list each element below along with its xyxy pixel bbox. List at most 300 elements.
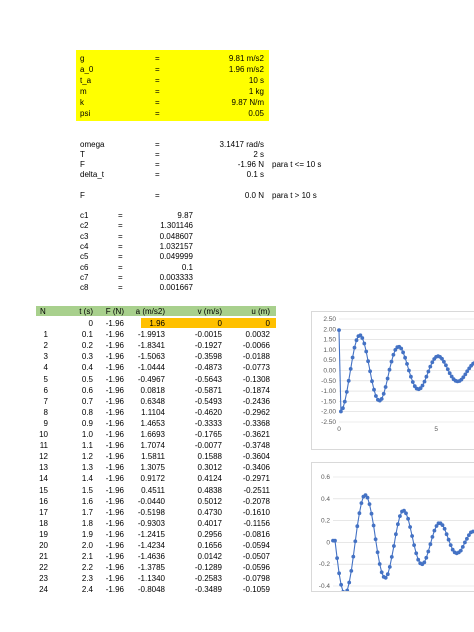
param-name: t_a bbox=[80, 76, 92, 85]
table-cell: 0.7 bbox=[81, 396, 93, 406]
table-cell: -1.4234 bbox=[137, 541, 165, 550]
table-cell: 1.5 bbox=[81, 485, 93, 495]
table-cell: -0.2971 bbox=[242, 474, 270, 484]
table-cell: 22 bbox=[39, 563, 48, 573]
data-point bbox=[372, 524, 376, 528]
table-cell: -0.4967 bbox=[137, 374, 165, 384]
data-point bbox=[380, 397, 384, 401]
data-point bbox=[443, 527, 447, 531]
table-cell: -1.96 bbox=[105, 552, 124, 562]
constant-value: 0.049999 bbox=[159, 252, 193, 262]
table-cell: 0.4017 bbox=[197, 518, 222, 528]
table-cell: -0.0798 bbox=[242, 574, 270, 584]
table-cell: 0.0142 bbox=[197, 552, 222, 562]
data-point bbox=[390, 555, 394, 559]
table-cell: 21 bbox=[39, 552, 48, 562]
table-cell: -0.1156 bbox=[243, 518, 270, 528]
data-point bbox=[463, 541, 467, 545]
table-cell: 1.7074 bbox=[140, 441, 165, 451]
table-cell: -1.96 bbox=[105, 529, 124, 539]
data-point bbox=[349, 569, 353, 573]
param-value: 9.87 N/m bbox=[231, 98, 264, 107]
constant-eq: = bbox=[118, 221, 123, 231]
table-cell: 12 bbox=[39, 452, 48, 462]
data-point bbox=[444, 363, 448, 367]
table-cell: 1.6693 bbox=[140, 430, 165, 439]
table-cell: 0.4838 bbox=[197, 485, 222, 495]
table-cell: -1.96 bbox=[105, 507, 124, 517]
data-point bbox=[396, 522, 400, 526]
table-cell: 0.0032 bbox=[245, 330, 270, 340]
data-point bbox=[441, 523, 445, 527]
param-eq: = bbox=[155, 54, 160, 63]
y-tick-label: -1.50 bbox=[321, 398, 336, 406]
param-name: m bbox=[80, 87, 87, 96]
table-cell: 0.5012 bbox=[197, 496, 222, 506]
table-cell: 3 bbox=[43, 352, 48, 362]
chart-acceleration[interactable] bbox=[311, 311, 474, 450]
table-cell: 2.1 bbox=[81, 552, 93, 562]
table-cell: -1.96 bbox=[105, 330, 124, 340]
data-point bbox=[428, 365, 432, 369]
table-cell: 20 bbox=[39, 541, 48, 550]
constant-eq: = bbox=[118, 262, 123, 272]
constant-name: c7 bbox=[80, 272, 89, 282]
param-name: a_0 bbox=[80, 65, 94, 74]
table-cell: -0.3748 bbox=[242, 441, 270, 451]
table-cell: -0.0077 bbox=[194, 441, 222, 451]
table-cell: -0.0773 bbox=[242, 363, 270, 373]
table-cell: -0.3621 bbox=[242, 430, 270, 439]
chart-displacement[interactable] bbox=[311, 462, 474, 592]
data-point bbox=[403, 356, 407, 360]
table-cell: -1.96 bbox=[105, 463, 124, 473]
data-point bbox=[409, 375, 413, 379]
table-cell: -0.2436 bbox=[242, 396, 270, 406]
table-header: t (s) bbox=[79, 307, 93, 316]
data-point bbox=[347, 379, 351, 383]
y-tick-label: 2.50 bbox=[323, 316, 336, 323]
derived-name: T bbox=[80, 150, 85, 159]
table-header: F (N) bbox=[105, 307, 124, 316]
table-cell: -0.1059 bbox=[242, 585, 270, 595]
data-point bbox=[448, 371, 452, 375]
table-cell: -0.2078 bbox=[242, 496, 270, 506]
table-cell: 9 bbox=[43, 418, 48, 428]
constant-value: 1.032157 bbox=[159, 241, 193, 251]
table-cell: -0.2583 bbox=[194, 574, 222, 584]
table-cell: 0.0818 bbox=[140, 385, 165, 395]
data-point bbox=[442, 360, 446, 364]
table-cell: 2.4 bbox=[81, 585, 93, 595]
y-tick-label: 0.50 bbox=[323, 357, 336, 365]
constant-value: 0.1 bbox=[181, 262, 193, 272]
table-cell: -1.96 bbox=[105, 418, 124, 428]
data-point bbox=[425, 375, 429, 379]
data-point bbox=[404, 511, 408, 515]
derived-eq: = bbox=[155, 170, 160, 179]
data-point bbox=[416, 558, 420, 562]
table-cell: 2.0 bbox=[81, 541, 93, 550]
table-cell: 24 bbox=[39, 585, 48, 595]
table-cell: 1.3075 bbox=[140, 463, 165, 473]
derived-name: omega bbox=[80, 140, 105, 149]
table-cell: 0.8 bbox=[81, 407, 93, 417]
table-cell: -1.96 bbox=[105, 518, 124, 528]
param-name: psi bbox=[80, 109, 91, 118]
derived-name: F bbox=[80, 191, 85, 200]
constant-value: 0.001667 bbox=[159, 283, 193, 293]
table-cell: 0.6 bbox=[81, 385, 93, 395]
table-cell: 0.1588 bbox=[197, 452, 222, 462]
data-point bbox=[405, 362, 409, 366]
table-cell: 23 bbox=[39, 574, 48, 584]
param-eq: = bbox=[155, 98, 160, 107]
data-point bbox=[345, 589, 349, 591]
data-point bbox=[421, 384, 425, 388]
data-point bbox=[339, 583, 343, 587]
constant-value: 1.301146 bbox=[160, 221, 193, 231]
data-point bbox=[429, 542, 433, 546]
table-cell: -0.1874 bbox=[242, 385, 270, 395]
data-point bbox=[447, 538, 451, 542]
table-cell: -1.96 bbox=[105, 385, 124, 395]
constant-name: c3 bbox=[80, 231, 89, 241]
table-header: v (m/s) bbox=[197, 307, 222, 316]
data-point bbox=[461, 545, 465, 549]
table-cell: -0.3333 bbox=[194, 418, 222, 428]
data-point bbox=[430, 360, 434, 364]
derived-value: 0.1 s bbox=[246, 170, 264, 179]
table-cell: -0.5871 bbox=[194, 385, 222, 395]
derived-name: delta_t bbox=[80, 170, 105, 179]
data-point bbox=[341, 406, 345, 410]
constant-eq: = bbox=[118, 241, 123, 251]
data-point bbox=[355, 524, 359, 528]
data-point bbox=[372, 388, 376, 392]
table-cell: 0 bbox=[265, 319, 270, 328]
table-cell: -0.8048 bbox=[137, 585, 165, 595]
constant-value: 0.003333 bbox=[159, 272, 193, 282]
constant-value: 0.048607 bbox=[159, 231, 193, 241]
derived-value: -1.96 N bbox=[237, 160, 264, 169]
table-cell: -1.96 bbox=[105, 563, 124, 573]
derived-value: 3.1417 rad/s bbox=[219, 140, 264, 149]
data-point bbox=[412, 543, 416, 547]
y-tick-label: 0.4 bbox=[320, 495, 330, 503]
data-point bbox=[353, 346, 357, 350]
y-tick-label: -1.00 bbox=[321, 388, 336, 396]
data-point bbox=[374, 394, 378, 398]
y-tick-label: 2.00 bbox=[323, 326, 336, 334]
constant-eq: = bbox=[118, 211, 123, 220]
table-cell: -0.1308 bbox=[242, 374, 270, 384]
constant-eq: = bbox=[118, 252, 123, 262]
table-cell: -0.4873 bbox=[194, 363, 222, 373]
table-header: a (m/s2) bbox=[135, 307, 165, 316]
table-cell: -1.96 bbox=[105, 574, 124, 584]
derived-eq: = bbox=[155, 140, 160, 149]
data-point bbox=[366, 359, 370, 363]
table-cell: -0.3406 bbox=[242, 463, 270, 473]
table-cell: 0.4 bbox=[81, 363, 93, 373]
table-cell: 0.2 bbox=[81, 341, 93, 351]
data-point bbox=[446, 367, 450, 371]
data-point bbox=[424, 556, 428, 560]
data-point bbox=[364, 350, 368, 354]
data-point bbox=[388, 565, 392, 569]
data-point bbox=[345, 390, 349, 394]
data-point bbox=[339, 410, 343, 414]
table-cell: 5 bbox=[43, 374, 48, 384]
table-cell: 4 bbox=[43, 363, 48, 373]
data-point bbox=[422, 561, 426, 565]
data-point bbox=[433, 529, 437, 533]
table-cell: 16 bbox=[39, 496, 48, 506]
param-value: 1 kg bbox=[248, 87, 264, 96]
data-point bbox=[449, 543, 453, 547]
data-point bbox=[337, 571, 341, 575]
table-cell: 0.3012 bbox=[197, 463, 222, 473]
table-cell: -0.0440 bbox=[137, 496, 165, 506]
table-cell: -0.5643 bbox=[194, 374, 222, 384]
param-eq: = bbox=[155, 87, 160, 96]
param-value: 10 s bbox=[248, 76, 264, 85]
table-cell: -0.3368 bbox=[242, 418, 270, 428]
table-cell: 2.3 bbox=[81, 574, 93, 584]
data-point bbox=[394, 532, 398, 536]
table-cell: 0 bbox=[88, 319, 93, 328]
table-cell: -1.3785 bbox=[137, 563, 165, 573]
param-name: g bbox=[80, 54, 85, 63]
table-cell: 0.5 bbox=[81, 374, 93, 384]
table-cell: 2.2 bbox=[81, 563, 93, 573]
table-cell: -1.96 bbox=[105, 452, 124, 462]
data-point bbox=[384, 385, 388, 389]
table-cell: -1.96 bbox=[105, 474, 124, 484]
y-tick-label: -2.00 bbox=[321, 408, 336, 416]
table-cell: -0.1765 bbox=[194, 430, 222, 439]
derived-value: 0.0 N bbox=[244, 191, 264, 200]
table-cell: -1.96 bbox=[105, 341, 124, 351]
table-cell: 1.6 bbox=[81, 496, 93, 506]
data-point bbox=[382, 392, 386, 396]
param-eq: = bbox=[155, 109, 160, 118]
data-point bbox=[410, 534, 414, 538]
table-cell: -0.0816 bbox=[242, 529, 270, 539]
derived-name: F bbox=[80, 160, 85, 169]
table-cell: -0.1289 bbox=[194, 563, 222, 573]
table-cell: -0.0188 bbox=[242, 352, 270, 362]
data-point bbox=[380, 570, 384, 574]
table-cell: 1.9 bbox=[81, 529, 93, 539]
table-cell: 1.0 bbox=[81, 430, 93, 439]
table-cell: 1.1104 bbox=[141, 407, 165, 417]
table-cell: -1.96 bbox=[105, 541, 124, 550]
data-point bbox=[388, 368, 392, 372]
table-cell: -1.4636 bbox=[137, 552, 165, 562]
data-point bbox=[465, 537, 469, 541]
y-tick-label: 0.00 bbox=[323, 367, 336, 375]
table-cell: -1.96 bbox=[105, 496, 124, 506]
table-cell: -0.3604 bbox=[242, 452, 270, 462]
data-point bbox=[362, 342, 366, 346]
data-point bbox=[374, 537, 378, 541]
table-cell: 0.2956 bbox=[197, 529, 222, 539]
table-cell: -0.2511 bbox=[243, 485, 270, 495]
constant-eq: = bbox=[118, 283, 123, 293]
table-cell: -1.96 bbox=[105, 430, 124, 439]
constant-value: 9.87 bbox=[177, 211, 193, 220]
param-value: 1.96 m/s2 bbox=[228, 65, 264, 74]
constant-name: c2 bbox=[80, 221, 89, 231]
table-cell: -0.4620 bbox=[194, 407, 222, 417]
data-point bbox=[337, 328, 341, 332]
table-cell: -0.0596 bbox=[242, 563, 270, 573]
data-point bbox=[368, 369, 372, 373]
table-cell: -1.5063 bbox=[137, 352, 165, 362]
param-eq: = bbox=[155, 65, 160, 74]
x-tick-label: 0 bbox=[337, 426, 341, 433]
table-cell: 0 bbox=[217, 319, 222, 328]
table-cell: 8 bbox=[43, 407, 48, 417]
table-cell: 1.4653 bbox=[140, 418, 165, 428]
table-cell: -0.0507 bbox=[242, 552, 270, 562]
table-cell: 18 bbox=[39, 518, 48, 528]
data-point bbox=[414, 551, 418, 555]
data-point bbox=[408, 525, 412, 529]
data-point bbox=[431, 535, 435, 539]
data-point bbox=[360, 336, 364, 340]
table-cell: -1.96 bbox=[105, 407, 124, 417]
table-cell: 2 bbox=[43, 341, 48, 351]
data-point bbox=[399, 347, 403, 351]
constant-name: c4 bbox=[80, 241, 89, 251]
data-point bbox=[423, 380, 427, 384]
data-point bbox=[349, 367, 353, 371]
table-cell: -1.96 bbox=[105, 352, 124, 362]
constant-name: c5 bbox=[80, 252, 89, 262]
table-cell: -1.9913 bbox=[137, 330, 165, 340]
y-tick-label: 1.50 bbox=[323, 336, 336, 344]
y-tick-label: 1.00 bbox=[323, 346, 336, 354]
table-cell: 1 bbox=[43, 330, 48, 340]
table-cell: 15 bbox=[39, 485, 48, 495]
table-cell: -0.2962 bbox=[242, 407, 270, 417]
data-point bbox=[370, 379, 374, 383]
table-cell: -1.1340 bbox=[137, 574, 165, 584]
param-name: k bbox=[80, 98, 84, 107]
table-cell: -0.1610 bbox=[242, 507, 270, 517]
table-cell: 1.3 bbox=[81, 463, 93, 473]
data-point bbox=[392, 353, 396, 357]
table-cell: 11 bbox=[39, 441, 48, 451]
param-value: 9.81 m/s2 bbox=[228, 54, 264, 63]
table-cell: -0.9303 bbox=[137, 518, 165, 528]
table-header: N bbox=[40, 307, 46, 316]
table-cell: -0.5493 bbox=[194, 396, 222, 406]
y-tick-label: -0.50 bbox=[321, 377, 336, 385]
data-point bbox=[368, 502, 372, 506]
constant-eq: = bbox=[118, 272, 123, 282]
param-eq: = bbox=[155, 76, 160, 85]
data-point bbox=[378, 562, 382, 566]
table-cell: -1.0444 bbox=[137, 363, 165, 373]
table-cell: -0.5198 bbox=[137, 507, 165, 517]
table-cell: 0.6348 bbox=[140, 396, 165, 406]
table-cell: 0.3 bbox=[81, 352, 93, 362]
data-point bbox=[398, 514, 402, 518]
table-cell: 1.1 bbox=[81, 441, 93, 451]
table-cell: -0.3598 bbox=[194, 352, 222, 362]
data-point bbox=[390, 360, 394, 364]
table-cell: 13 bbox=[39, 463, 48, 473]
table-cell: -1.96 bbox=[105, 585, 124, 595]
data-point bbox=[335, 556, 339, 560]
data-point bbox=[360, 501, 364, 505]
data-point bbox=[376, 550, 380, 554]
data-point bbox=[426, 550, 430, 554]
data-point bbox=[351, 555, 355, 559]
table-header: u (m) bbox=[251, 307, 270, 316]
table-cell: 1.5811 bbox=[141, 452, 165, 462]
table-cell: 10 bbox=[39, 430, 48, 439]
param-value: 0.05 bbox=[248, 109, 264, 118]
data-point bbox=[366, 496, 370, 500]
table-cell: -1.96 bbox=[105, 441, 124, 451]
data-point bbox=[384, 576, 388, 580]
y-tick-label: -2.50 bbox=[321, 419, 336, 426]
data-point bbox=[358, 511, 362, 515]
table-cell: -1.96 bbox=[105, 363, 124, 373]
table-cell: 6 bbox=[43, 385, 48, 395]
table-cell: -0.1927 bbox=[194, 341, 222, 351]
table-cell: -1.96 bbox=[105, 319, 124, 328]
y-tick-label: 0.6 bbox=[320, 474, 330, 481]
table-cell: 1.8 bbox=[81, 518, 93, 528]
data-point bbox=[333, 539, 337, 543]
data-point bbox=[411, 380, 415, 384]
data-point bbox=[407, 369, 411, 373]
table-cell: 0.9 bbox=[81, 418, 93, 428]
data-point bbox=[341, 590, 345, 591]
table-cell: -1.96 bbox=[105, 396, 124, 406]
data-point bbox=[351, 356, 355, 360]
table-cell: -0.0594 bbox=[242, 541, 270, 550]
table-cell: -0.0066 bbox=[242, 341, 270, 351]
derived-value: 2 s bbox=[253, 150, 264, 159]
table-cell: -0.0015 bbox=[194, 330, 222, 340]
data-point bbox=[406, 517, 410, 521]
x-tick-label: 5 bbox=[434, 426, 438, 433]
table-cell: 0.4730 bbox=[197, 507, 222, 517]
data-point bbox=[347, 581, 351, 585]
data-point bbox=[401, 351, 405, 355]
table-cell: 0.1656 bbox=[197, 541, 222, 550]
data-point bbox=[370, 512, 374, 516]
data-point bbox=[459, 549, 463, 553]
data-point bbox=[353, 539, 357, 543]
table-cell: -0.3489 bbox=[194, 585, 222, 595]
data-point bbox=[386, 377, 390, 381]
table-cell: 0.4124 bbox=[197, 474, 222, 484]
table-cell: 0.4511 bbox=[141, 485, 165, 495]
chart-acceleration-svg bbox=[312, 312, 474, 449]
table-cell: 14 bbox=[39, 474, 48, 484]
derived-eq: = bbox=[155, 150, 160, 159]
constant-name: c8 bbox=[80, 283, 89, 293]
table-cell: 17 bbox=[39, 507, 48, 517]
